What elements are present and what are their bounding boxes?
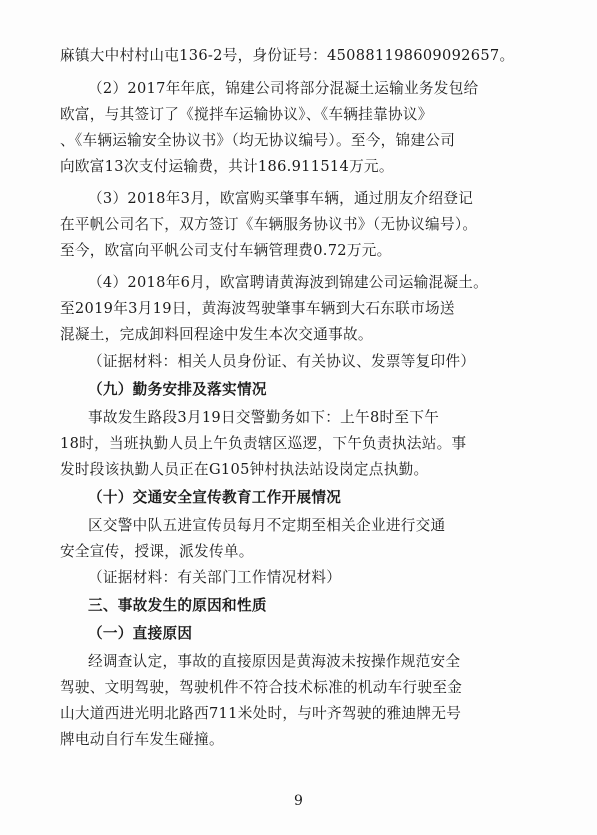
chapter-heading: 三、事故发生的原因和性质 <box>88 597 267 614</box>
text-line: 事故发生路段3月19日交警勤务如下：上午8时至下午 <box>88 409 440 426</box>
text-line: （4）2018年6月，欧富聘请黄海波到锦建公司运输混凝土。 <box>88 274 489 291</box>
text-line: 在平帆公司名下，双方签订《车辆服务协议书》（无协议编号）。 <box>60 216 478 233</box>
text-line: 至2019年3月19日，黄海波驾驶肇事车辆到大石东联市场送 <box>60 300 455 317</box>
text-line: 区交警中队五进宣传员每月不定期至相关企业进行交通 <box>88 517 446 534</box>
text-line: 混凝土，完成卸料回程途中发生本次交通事故。 <box>60 326 373 343</box>
evidence-note: （证据材料：相关人员身份证、有关协议、发票等复印件） <box>88 353 476 370</box>
page-number: 9 <box>294 793 303 809</box>
text-line: 向欧富13次支付运输费，共计186.911514万元。 <box>60 158 394 175</box>
text-line: 发时段该执勤人员正在G105钟村执法站设岗定点执勤。 <box>60 461 429 478</box>
text-line: 麻镇大中村村山屯136-2号，身份证号：450881198609092657。 <box>60 47 515 64</box>
text-line: 山大道西进光明北路西711米处时，与叶齐驾驶的雅迪牌无号 <box>60 705 462 722</box>
text-line: 经调查认定，事故的直接原因是黄海波未按操作规范安全 <box>88 653 461 670</box>
text-line: （2）2017年年底，锦建公司将部分混凝土运输业务发包给 <box>88 80 479 97</box>
text-line: （3）2018年3月，欧富购买肇事车辆，通过朋友介绍登记 <box>88 190 474 207</box>
section-heading: （一）直接原因 <box>88 625 193 642</box>
evidence-note: （证据材料：有关部门工作情况材料） <box>88 569 342 586</box>
text-line: 欧富，与其签订了《搅拌车运输协议》、《车辆挂靠协议》 <box>60 106 433 123</box>
text-line: 18时，当班执勤人员上午负责辖区巡逻，下午负责执法站。事 <box>60 435 467 452</box>
text-line: 安全宣传，授课，派发传单。 <box>60 543 254 560</box>
text-line: 、《车辆运输安全协议书》（均无协议编号）。至今，锦建公司 <box>60 132 456 149</box>
text-line: 牌电动自行车发生碰撞。 <box>60 731 224 748</box>
text-line: 驾驶、文明驾驶，驾驶机件不符合技术标准的机动车行驶至金 <box>60 679 463 696</box>
text-line: 至今，欧富向平帆公司支付车辆管理费0.72万元。 <box>60 242 392 259</box>
section-heading: （十）交通安全宣传教育工作开展情况 <box>88 489 342 506</box>
section-heading: （九）勤务安排及落实情况 <box>88 381 267 398</box>
